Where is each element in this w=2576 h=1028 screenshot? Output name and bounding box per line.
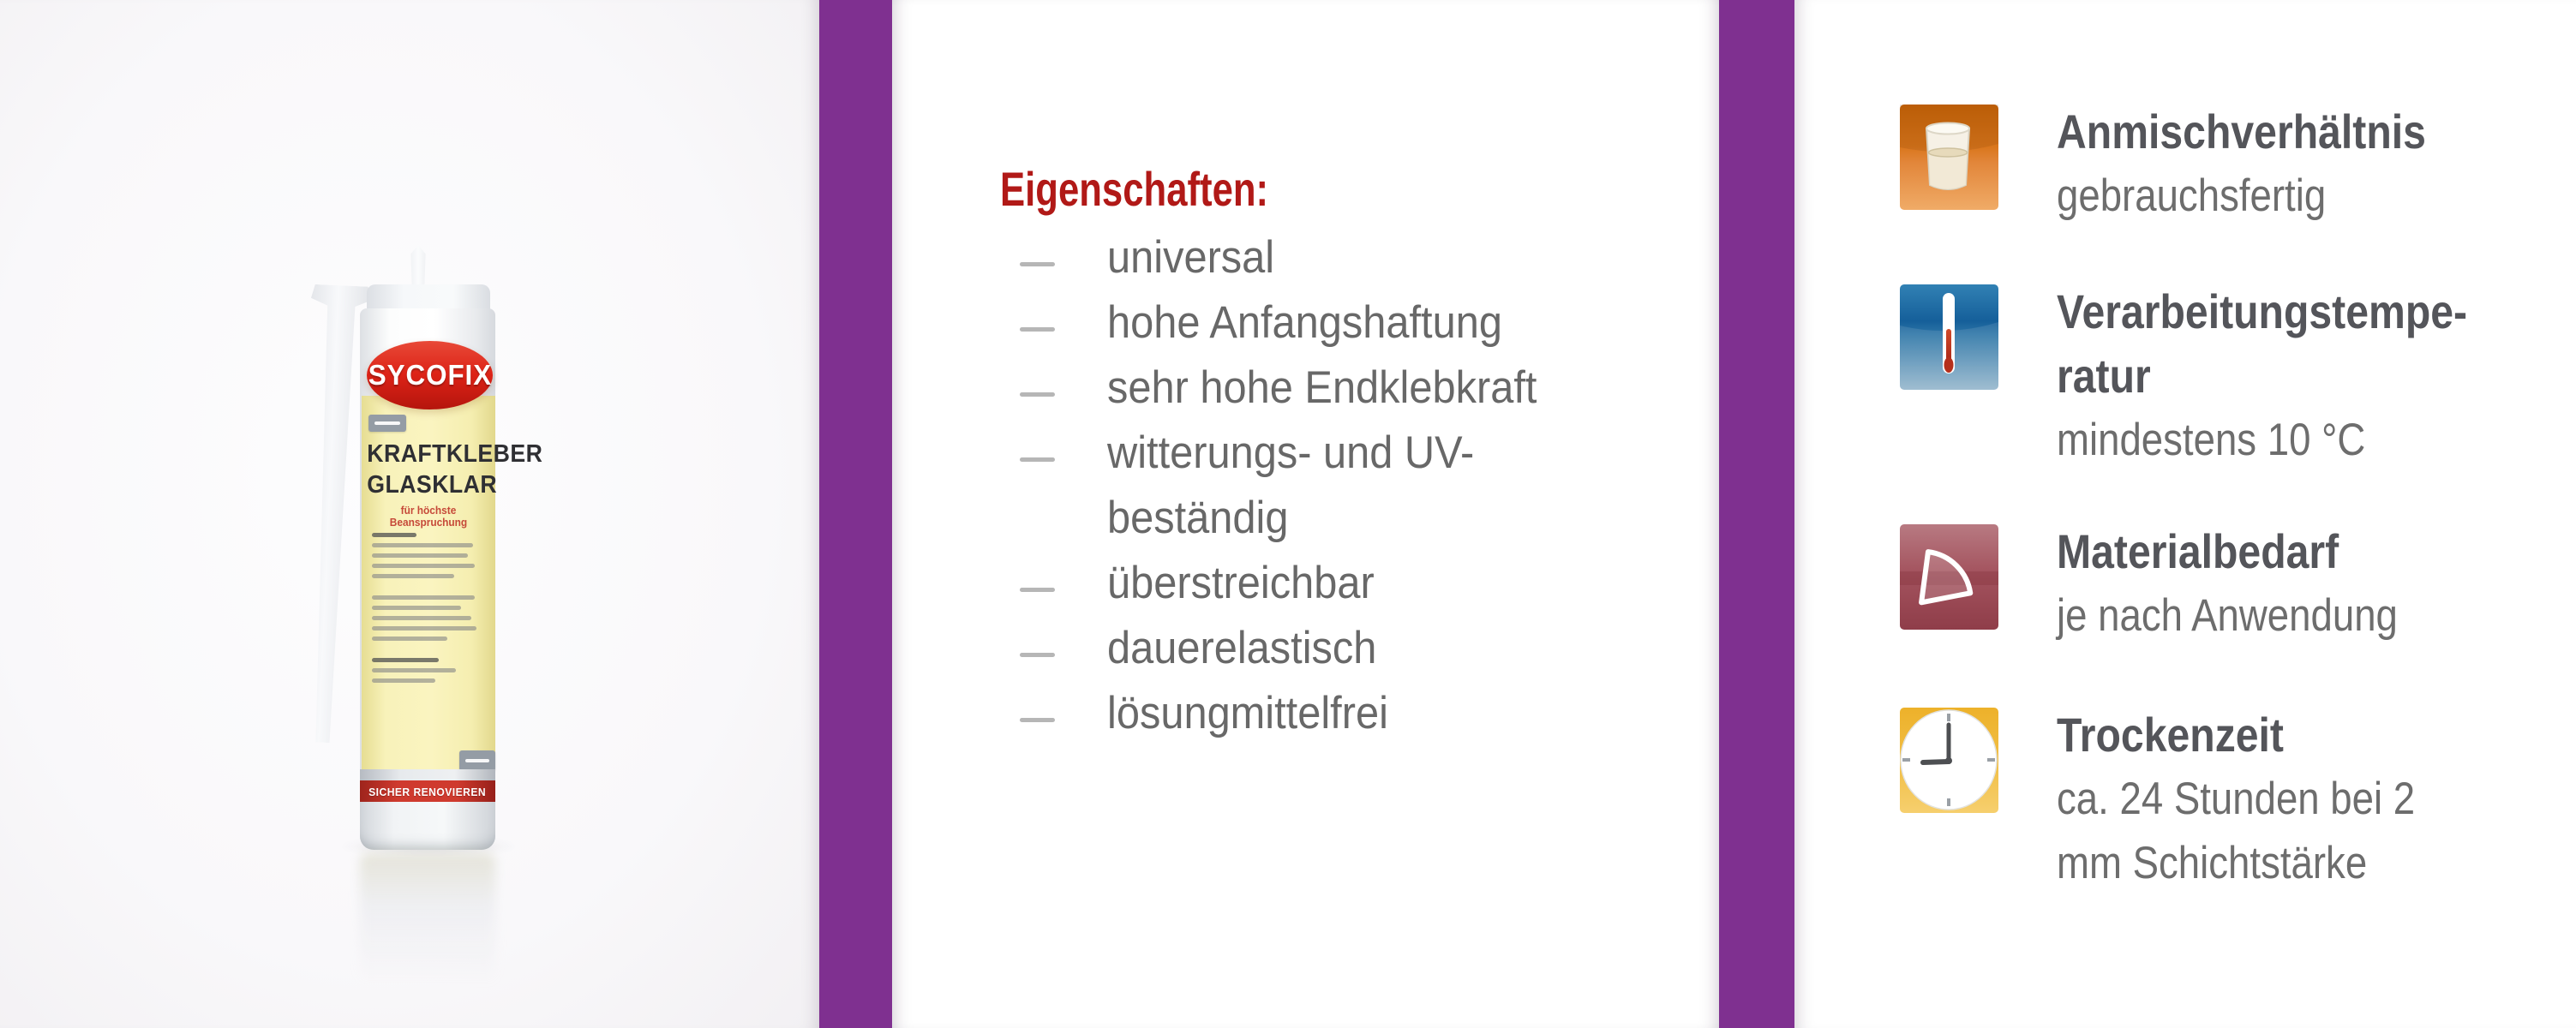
property-text: dauerelastisch — [1107, 623, 1377, 673]
spec-value: mm Schichtstärke — [2057, 838, 2368, 888]
dash-bullet — [1020, 392, 1055, 397]
clock-icon — [1900, 708, 1998, 813]
spec-label: Trockenzeit — [2057, 708, 2284, 762]
cartridge-base — [360, 802, 495, 850]
page-gutter-left — [819, 0, 892, 1028]
dash-bullet — [1020, 588, 1055, 592]
property-item-wrap-line — [1000, 492, 1703, 557]
spec-value: ca. 24 Stunden bei 2 — [2057, 774, 2416, 824]
badge-text-blur — [374, 421, 400, 425]
spec-text-block — [2057, 99, 2426, 228]
badge-text-blur — [465, 759, 490, 762]
label-badge-top — [368, 415, 406, 432]
property-item — [1000, 296, 1703, 362]
dash-bullet — [1020, 457, 1055, 462]
spec-text-block — [2057, 702, 2415, 895]
properties-heading: Eigenschaften: — [1000, 162, 1269, 216]
spec-value: je nach Anwendung — [2057, 590, 2398, 641]
cartridge-nozzle — [403, 245, 434, 290]
property-text: witterungs- und UV- — [1107, 427, 1475, 478]
product-title-line2: GLASKLAR — [367, 471, 498, 499]
spec-text-block — [2057, 279, 2467, 472]
property-item — [1000, 362, 1703, 427]
product-reflection — [360, 853, 495, 983]
product-page — [0, 0, 819, 1028]
dash-bullet — [1020, 327, 1055, 332]
property-text: überstreichbar — [1107, 558, 1375, 608]
property-text: beständig — [1107, 493, 1289, 543]
label-silver-band — [360, 769, 495, 781]
product-photo — [0, 0, 819, 1028]
property-text: lösungmittelfrei — [1107, 688, 1388, 738]
property-text: hohe Anfangshaftung — [1107, 297, 1502, 348]
coverage-fan-icon — [1900, 524, 1998, 630]
spec-label: ratur — [2057, 349, 2151, 403]
product-title-line1: KRAFTKLEBER — [367, 440, 543, 468]
property-item — [1000, 557, 1703, 622]
label-fineprint — [372, 533, 482, 689]
spec-label: Verarbeitungstempe- — [2057, 284, 2468, 338]
label-slogan-band — [360, 780, 495, 803]
properties-list — [1000, 231, 1703, 752]
thermometer-icon — [1900, 284, 1998, 390]
spec-value: gebrauchsfertig — [2057, 170, 2327, 221]
label-badge-size — [459, 750, 495, 771]
slogan-text: SICHER RENOVIEREN — [368, 785, 487, 798]
spec-label: Anmischverhältnis — [2057, 105, 2426, 158]
spec-label: Materialbedarf — [2057, 524, 2339, 578]
product-subtitle: für höchste Beanspruchung — [389, 505, 468, 529]
property-text: sehr hohe Endklebkraft — [1107, 362, 1537, 413]
spec-text-block — [2057, 519, 2398, 648]
property-item — [1000, 427, 1703, 492]
properties-page — [892, 0, 1719, 1028]
brand-logo-text: SYCOFIX — [368, 359, 492, 391]
specs-page — [1794, 0, 2576, 1028]
property-item — [1000, 622, 1703, 687]
dash-bullet — [1020, 718, 1055, 722]
brand-logo — [367, 341, 493, 409]
property-item — [1000, 687, 1703, 752]
spec-value: mindestens 10 °C — [2057, 415, 2366, 465]
mixing-cup-icon — [1900, 105, 1998, 210]
dash-bullet — [1020, 653, 1055, 657]
property-text: universal — [1107, 232, 1275, 283]
dash-bullet — [1020, 262, 1055, 266]
property-item — [1000, 231, 1703, 296]
page-gutter-right — [1719, 0, 1794, 1028]
